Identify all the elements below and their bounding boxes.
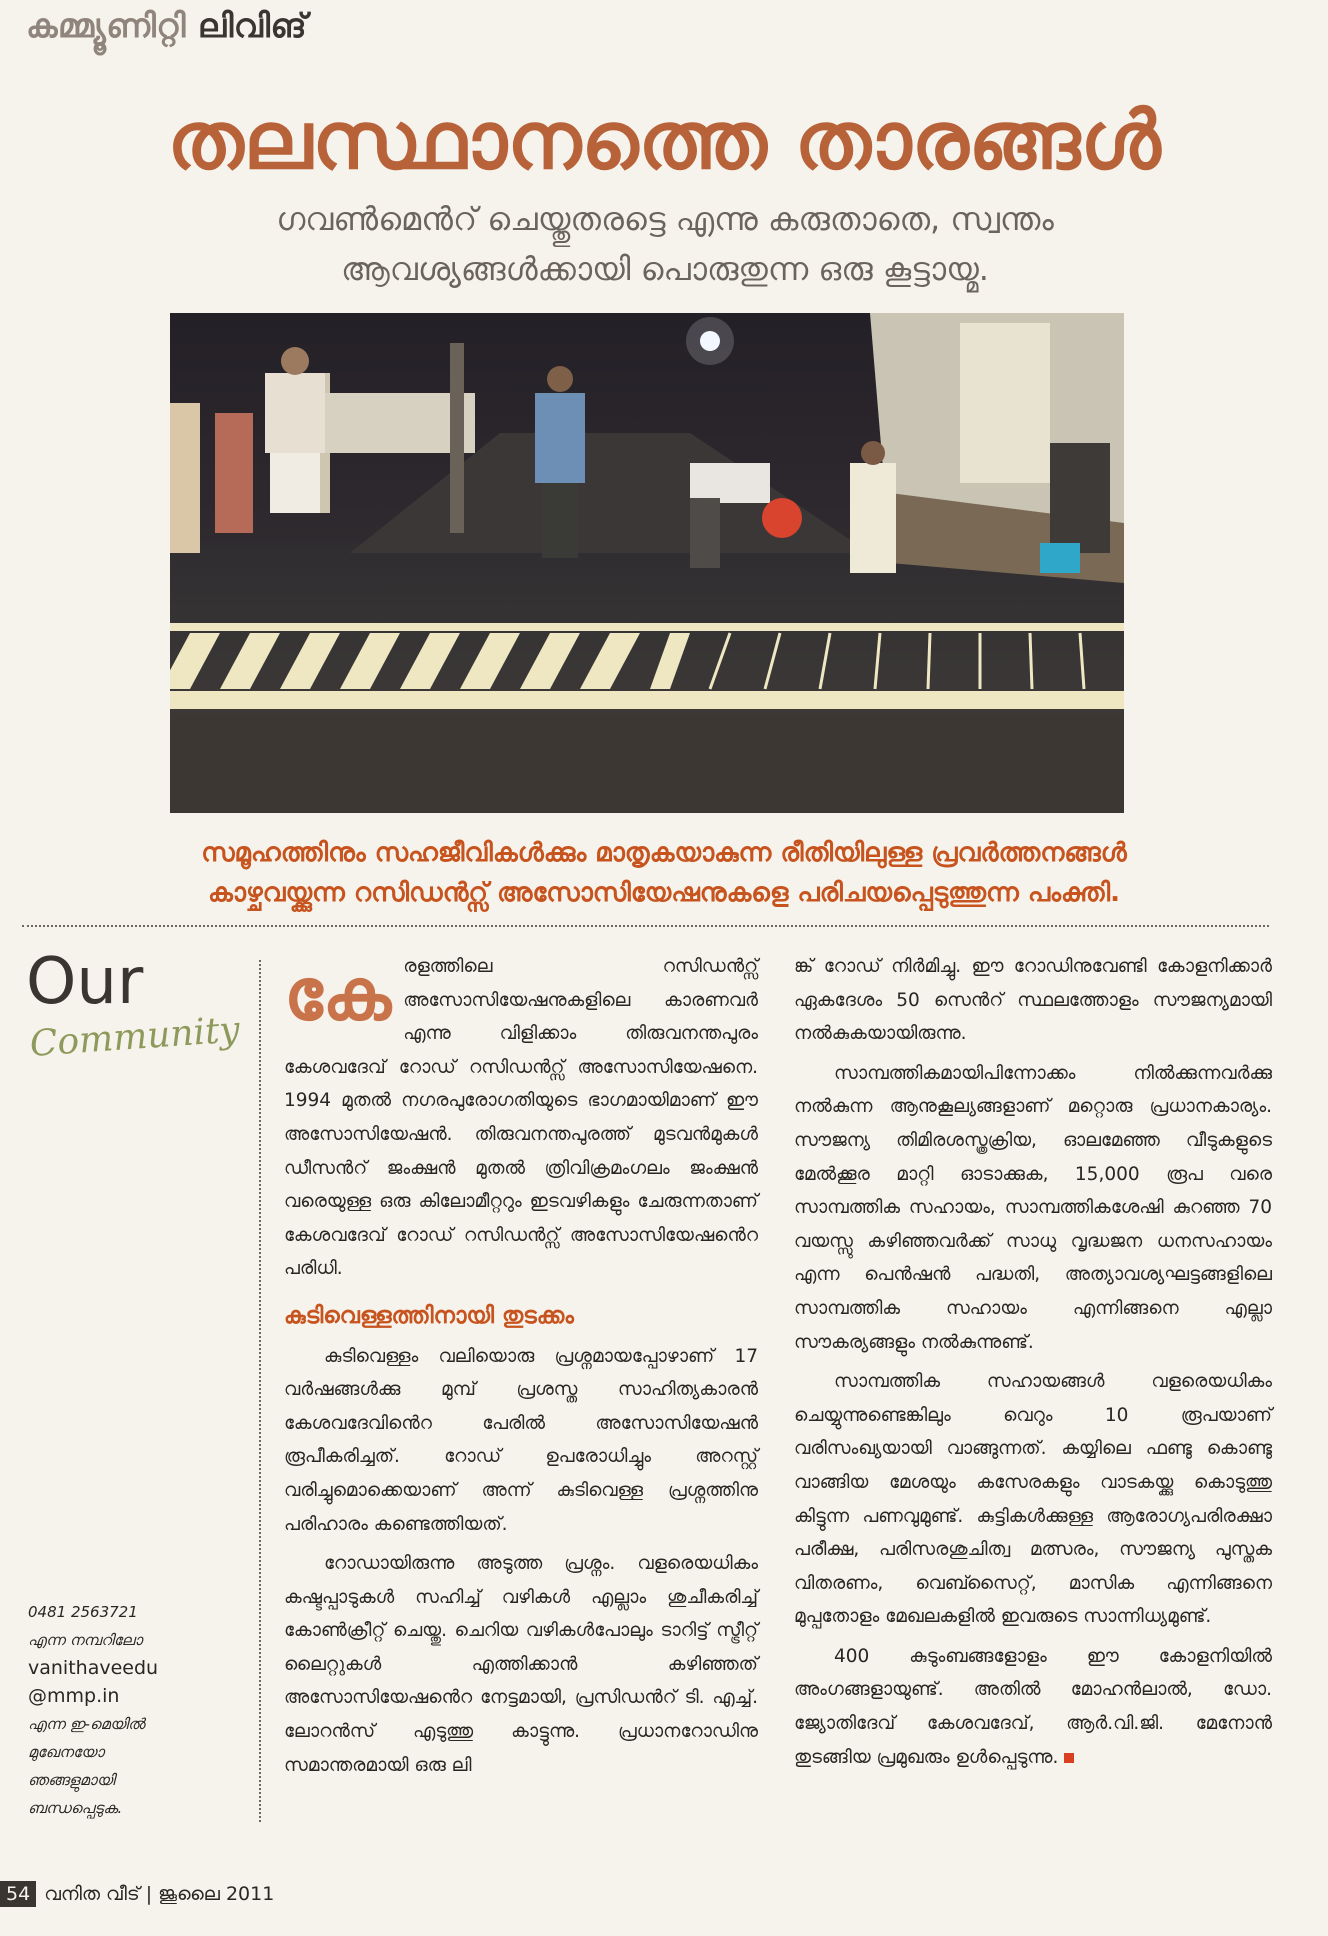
contact-email-2: @mmp.in — [28, 1685, 120, 1707]
article-column-1 — [284, 950, 758, 1788]
caption-line2: കാഴ്ചവയ്ക്കുന്ന റസിഡൻറ്സ് അസോസിയേഷനുകളെ പരിചയപ്പെടുത്തുന്ന പംക്തി. — [208, 878, 1120, 908]
contact-box — [28, 1598, 238, 1822]
dotted-divider — [22, 925, 1269, 927]
contact-line2: എന്ന നമ്പറിലോ — [28, 1631, 143, 1649]
kicker-part2: ലിവിങ് — [198, 6, 308, 45]
contact-line8: ബന്ധപ്പെടുക. — [28, 1799, 123, 1817]
sidebar-title: Our — [26, 945, 144, 1019]
road-painting-photo — [170, 313, 1124, 813]
article-paragraph — [284, 950, 758, 1286]
article-paragraph: സാമ്പത്തികമായിപിന്നോക്കം നിൽക്കുന്നവർക്കു നൽകുന്ന ആനുകൂല്യങ്ങളാണ് മറ്റൊരു പ്രധാനകാര്യം. സൗജന്യ തിമിരശസ്ത്രക്രിയ, ഓലമേഞ്ഞ വീടുകളുടെ മേൽക്കൂര മാറ്റി ഓടാക്കുക, 15,000 രൂപ വരെ സാമ്പത്തിക സഹായം, സാമ്പത്തികശേഷി കുറഞ്ഞ 70 വയസ്സു കഴിഞ്ഞവർക്ക് സാധു വൃദ്ധജന ധനസഹായം എന്ന പെൻഷൻ പദ്ധതി, അത്യാവശ്യഘട്ടങ്ങളിലെ സാമ്പത്തിക സഹായം എന്നിങ്ങനെ എല്ലാ സൗകര്യങ്ങളും നൽകുന്നുണ്ട്. — [794, 1062, 1272, 1353]
issue-date: ജൂലൈ 2011 — [158, 1883, 275, 1905]
contact-line6: മുഖേനയോ — [28, 1743, 104, 1761]
article-paragraph: റോഡായിരുന്നു അടുത്ത പ്രശ്നം. വളരെയധികം കഷ്ടപ്പാടുകൾ സഹിച്ച് വഴികൾ എല്ലാം ശുചീകരിച്ച് കോൺക്രീറ്റ് ചെയ്തു. ചെറിയ വഴികൾപോലും ടാറിട്ട് സ്ട്രീറ്റ് ലൈറ്റുകൾ എത്തിക്കാൻ കഴിഞ്ഞത് അസോസിയേഷൻെറ നേട്ടമായി, പ്രസിഡൻറ് ടി. എച്ച്. ലോറൻസ് എടുത്തു കാട്ടുന്നു. പ്രധാനറോഡിനു സമാന്തരമായി ഒരു ലി — [284, 1553, 758, 1776]
contact-line5: എന്ന ഇ-മെയിൽ — [28, 1715, 145, 1733]
page-footer — [0, 1881, 274, 1907]
subhead — [60, 194, 1270, 294]
sidebar-subtitle: Community — [28, 1009, 242, 1065]
footer-separator: | — [145, 1883, 153, 1905]
photo-caption — [40, 833, 1288, 913]
article-paragraph: ങ്ക് റോഡ് നിർമിച്ചു. ഈ റോഡിനുവേണ്ടി കോളനിക്കാർ ഏകദേശം 50 സെൻറ് സ്ഥലത്തോളം സൗജന്യമായി നൽകുകയായിരുന്നു. — [794, 956, 1272, 1045]
magazine-name: വനിത വീട് — [44, 1883, 140, 1905]
subhead-line1: ഗവൺമെൻറ് ചെയ്തുതരട്ടെ എന്നു കരുതാതെ, സ്വന്തം — [276, 200, 1054, 238]
paragraph-1-text: രളത്തിലെ റസിഡൻറ്സ് അസോസിയേഷനുകളിലെ കാരണവർ എന്നു വിളിക്കാം തിരുവനന്തപുരം കേശവദേവ് റോഡ് റസിഡൻറ്സ് അസോസിയേഷനെ. 1994 മുതൽ നഗരപുരോഗതിയുടെ ഭാഗമായിമാണ് ഈ അസോസിയേഷൻ. തിരുവനന്തപുരത്ത് മുടവൻമുകൾ ഡീസൻറ് ജംക്ഷൻ മുതൽ ത്രിവിക്രമംഗലം ജംക്ഷൻ വരെയുള്ള ഒരു കിലോമീറ്ററും ഇടവഴികളും ചേരുന്നതാണ് കേശവദേവ് റോഡ് റസിഡൻറ്സ് അസോസിയേഷൻെറ പരിധി. — [284, 956, 758, 1280]
headline: തലസ്ഥാനത്തെ താരങ്ങൾ — [167, 93, 1161, 187]
section-kicker — [26, 6, 307, 46]
article-column-2 — [794, 950, 1272, 1780]
drop-cap: കേ — [284, 951, 392, 1036]
lead-photo — [170, 313, 1124, 813]
contact-phone: 0481 2563721 — [28, 1603, 138, 1621]
article-paragraph: കുടിവെള്ളം വലിയൊരു പ്രശ്നമായപ്പോഴാണ് 17 വർഷങ്ങൾക്കു മുമ്പ് പ്രശസ്ത സാഹിത്യകാരൻ കേശവദേവിൻെറ പേരിൽ അസോസിയേഷൻ രൂപീകരിച്ചത്. റോഡ് ഉപരോധിച്ചും അറസ്റ്റ് വരിച്ചുമൊക്കെയാണ് അന്ന് കുടിവെള്ള പ്രശ്നത്തിനു പരിഹാരം കണ്ടെത്തിയത്. — [284, 1345, 758, 1535]
contact-line7: ഞങ്ങളുമായി — [28, 1771, 115, 1789]
end-mark-icon — [1064, 1753, 1074, 1763]
contact-email-1: vanithaveedu — [28, 1657, 159, 1679]
subhead-line2: ആവശ്യങ്ങൾക്കായി പൊരുതുന്ന ഒരു കൂട്ടായ്മ. — [341, 250, 989, 288]
page-number: 54 — [0, 1881, 36, 1907]
section-subheading: കുടിവെള്ളത്തിനായി തുടക്കം — [284, 1302, 574, 1329]
column-divider — [259, 960, 261, 1822]
paragraph-7-text: 400 കുടുംബങ്ങളോളം ഈ കോളനിയിൽ അംഗങ്ങളായുണ്ട്. അതിൽ മോഹൻലാൽ, ഡോ. ജ്യോതിദേവ് കേശവദേവ്, ആർ.വി.ജി. മേനോൻ തുടങ്ങിയ പ്രമുഖരും ഉൾപ്പെടുന്നു. — [794, 1645, 1272, 1768]
article-paragraph — [794, 1640, 1272, 1774]
caption-line1: സമൂഹത്തിനും സഹജീവികൾക്കും മാതൃകയാകുന്ന രീതിയിലുള്ള പ്രവർത്തനങ്ങൾ — [201, 838, 1127, 868]
kicker-part1: കമ്മ്യൂണിറ്റി — [26, 6, 187, 45]
article-paragraph: സാമ്പത്തിക സഹായങ്ങൾ വളരെയധികം ചെയ്യുന്നുണ്ടെങ്കിലും വെറും 10 രൂപയാണ് വരിസംഖ്യയായി വാങ്ങുന്നത്. കയ്യിലെ ഫണ്ടു കൊണ്ടു വാങ്ങിയ മേശയും കസേരകളും വാടകയ്ക്കു കൊടുത്തു കിട്ടുന്ന പണവുമുണ്ട്. കുട്ടികൾക്കുള്ള ആരോഗ്യപരിരക്ഷാ പരീക്ഷ, പരിസരശുചിത്വ മത്സരം, സൗജന്യ പുസ്തക വിതരണം, വെബ്സൈറ്റ്, മാസിക എന്നിങ്ങനെ മുപ്പതോളം മേഖലകളിൽ ഇവരുടെ സാന്നിധ്യമുണ്ട്. — [794, 1371, 1272, 1628]
